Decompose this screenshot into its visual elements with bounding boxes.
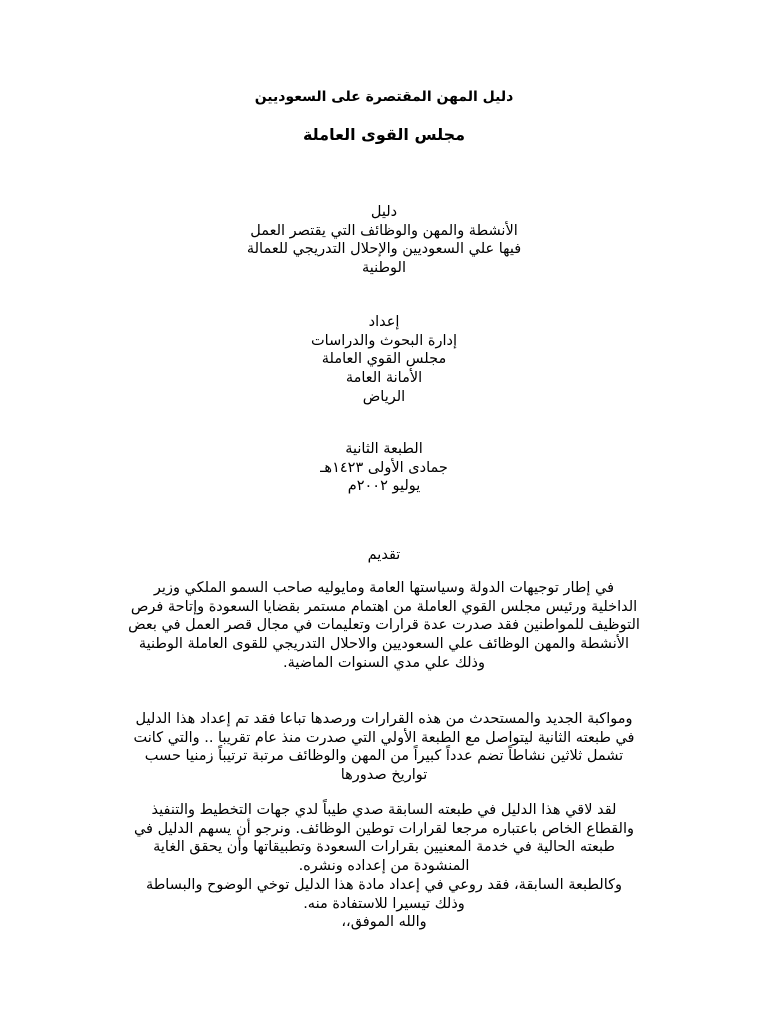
prepared-block	[0, 313, 768, 407]
paragraph-line: تواريخ صدورها	[340, 767, 428, 784]
document-subtitle: مجلس القوى العاملة	[302, 125, 466, 144]
paragraph-line: لقد لاقي هذا الدليل في طبعته السابقة صدي طيباً لدي جهات التخطيط والتنفيذ	[151, 802, 617, 818]
edition-line: يوليو ٢٠٠٢م	[347, 478, 421, 495]
paragraph-line: وذلك علي مدي السنوات الماضية.	[282, 654, 486, 671]
paragraph-line: المنشودة من إعداده ونشره.	[298, 858, 470, 875]
intro-heading	[0, 546, 768, 565]
paragraph-line: تشمل ثلاثين نشاطاً تضم عدداً كبيراً من المهن والوظائف مرتبة ترتيباً زمنيا حسب	[144, 748, 624, 765]
paragraph-line: الأنشطة والمهن الوظائف علي السعوديين والاحلال التدريجي للقوى العاملة الوطنية	[138, 636, 630, 653]
guide-block	[0, 203, 768, 278]
paragraph-line: طبعته الحالية في خدمة المعنيين بقرارات السعودة وتطبيقاتها وأن يحقق الغاية	[153, 839, 615, 856]
edition-line: جمادى الأولى ١٤٢٣هـ	[320, 459, 448, 476]
paragraph-line: وذلك تيسيرا للاستفادة منه.	[303, 895, 465, 912]
guide-line: دليل	[370, 204, 398, 220]
prepared-line: الأمانة العامة	[345, 370, 423, 387]
intro-paragraph-1	[110, 579, 658, 673]
prepared-line: الرياض	[362, 388, 406, 405]
edition-block	[0, 440, 768, 496]
paragraph-line: ومواكبة الجديد والمستحدث من هذه القرارات ورصدها تباعا فقد تم إعداد هذا الدليل	[135, 711, 633, 727]
prepared-line: مجلس القوي العاملة	[321, 351, 447, 368]
paragraph-line: والقطاع الخاص باعتباره مرجعا لقرارات توطين الوظائف. ونرجو أن يسهم الدليل في	[133, 820, 635, 837]
paragraph-line: الداخلية ورئيس مجلس القوي العاملة من اهتمام مستمر بقضايا السعودة وإتاحة فرص	[130, 598, 638, 615]
edition-line: الطبعة الثانية	[345, 441, 423, 457]
paragraph-line: وكالطبعة السابقة، فقد روعي في إعداد مادة هذا الدليل توخي الوضوح والبساطة	[145, 876, 623, 893]
prepared-line: إعداد	[368, 314, 400, 330]
paragraph-line: التوظيف للمواطنين فقد صدرت عدة قرارات وتعليمات في مجال قصر العمل في بعض	[128, 617, 640, 634]
intro-paragraph-3	[110, 801, 658, 932]
document-title: دليل المهن المقتصرة على السعوديين	[254, 89, 514, 105]
paragraph-line: في إطار توجيهات الدولة وسياستها العامة ومايوليه صاحب السمو الملكي وزير	[153, 580, 615, 596]
intro-paragraph-2	[110, 710, 658, 785]
paragraph-line: والله الموفق،،	[341, 914, 427, 931]
prepared-line: إدارة البحوث والدراسات	[311, 332, 457, 349]
guide-line: الوطنية	[361, 260, 406, 277]
guide-line: فيها علي السعوديين والإحلال التدريجي للعمالة	[246, 241, 522, 258]
intro-heading-text: تقديم	[367, 547, 401, 563]
guide-line: الأنشطة والمهن والوظائف التي يقتصر العمل	[250, 222, 518, 239]
paragraph-line: في طبعته الثانية ليتواصل مع الطبعة الأولي التي صدرت منذ عام تقريبا .. والتي كانت	[133, 729, 635, 746]
